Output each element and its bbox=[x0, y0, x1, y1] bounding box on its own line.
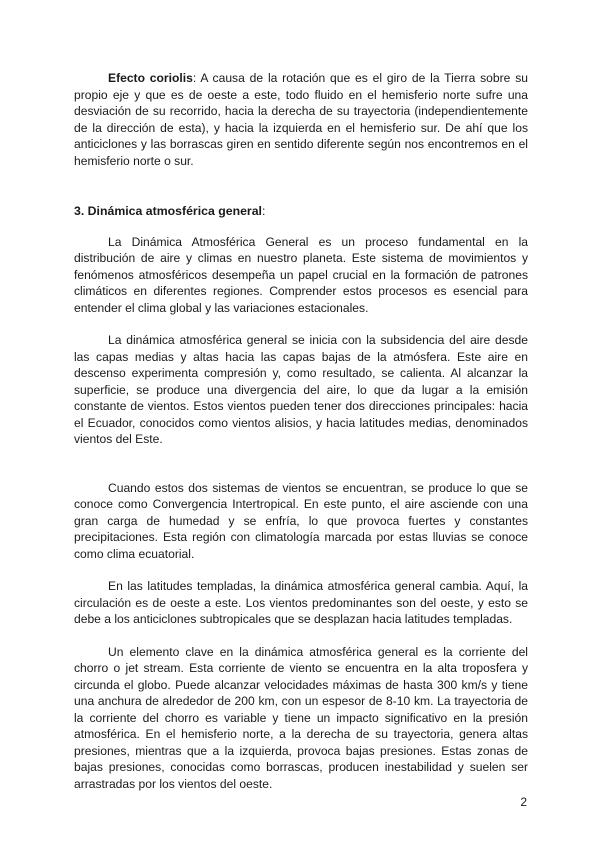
body-paragraph-2: La dinámica atmosférica general se inicia con la subsidencia del aire desde las capas medias y altas hacia las capas bajas de la atmósfera. Este aire en descenso experimenta compresión y, como resultado, se calienta. Al alcanzar la superficie, se produce una divergencia del aire, lo que da lugar a la emisión constante de vientos. Estos vientos pueden tener dos direcciones principales: hacia el Ecuador, conocidos como vientos alisios, y hacia latitudes medias, denominados vientos del Este. bbox=[74, 333, 528, 446]
coriolis-text: : A causa de la rotación que es el giro de la Tierra sobre su propio eje y que es de oeste a este, todo fluido en el hemisferio norte sufre una desviación de su recorrido, hacia la derecha de su trayectoria (independientemente de la dirección de esta), y hacia la izquierda en el hemisferio sur. De ahí que los anticiclones y las borrascas giren en sentido diferente según nos encontremos en el hemisferio norte o sur. bbox=[74, 71, 528, 168]
document-page bbox=[74, 68, 528, 792]
body-paragraph-4: En las latitudes templadas, la dinámica atmosférica general cambia. Aquí, la circulación es de oeste a este. Los vientos predominantes son del oeste, y esto se debe a los anticiclones subtropicales que se desplazan hacia latitudes templadas. bbox=[74, 579, 528, 626]
coriolis-term: Efecto coriolis bbox=[108, 71, 193, 85]
section-title-suffix: : bbox=[261, 204, 266, 218]
body-paragraph-5: Un elemento clave en la dinámica atmosférica general es la corriente del chorro o jet stream. Esta corriente de viento se encuentra en la alta troposfera y circunda el globo. Puede alcanzar velocidades máximas de hasta 300 km/s y tiene una anchura de alrededor de 200 km, con un espesor de 8-10 km. La trayectoria de la corriente del chorro es variable y tiene un impacto significativo en la presión atmosférica. En el hemisferio norte, a la derecha de su trayectoria, genera altas presiones, mientras que a la izquierda, provoca bajas presiones. Estas zonas de bajas presiones, conocidas como borrascas, producen inestabilidad y suelen ser arrastradas por los vientos del oeste. bbox=[74, 644, 528, 791]
body-paragraph-3: Cuando estos dos sistemas de vientos se encuentran, se produce lo que se conoce como Convergencia Intertropical. En este punto, el aire asciende con una gran carga de humedad y se enfría, lo que provoca fuertes y constantes precipitaciones. Esta región con climatología marcada por estas lluvias se conoce como clima ecuatorial. bbox=[74, 480, 528, 561]
coriolis-paragraph bbox=[74, 70, 528, 169]
page-number: 2 bbox=[520, 795, 527, 809]
section-title: 3. Dinámica atmosférica general bbox=[74, 204, 262, 218]
body-paragraph-1: La Dinámica Atmosférica General es un proceso fundamental en la distribución de aire y climas en nuestro planeta. Este sistema de movimientos y fenómenos atmosféricos desempeña un papel crucial en la formación de patrones climáticos en diferentes regiones. Comprender estos procesos es esencial para entender el clima global y las variaciones estacionales. bbox=[74, 234, 528, 315]
section-heading bbox=[74, 203, 528, 220]
